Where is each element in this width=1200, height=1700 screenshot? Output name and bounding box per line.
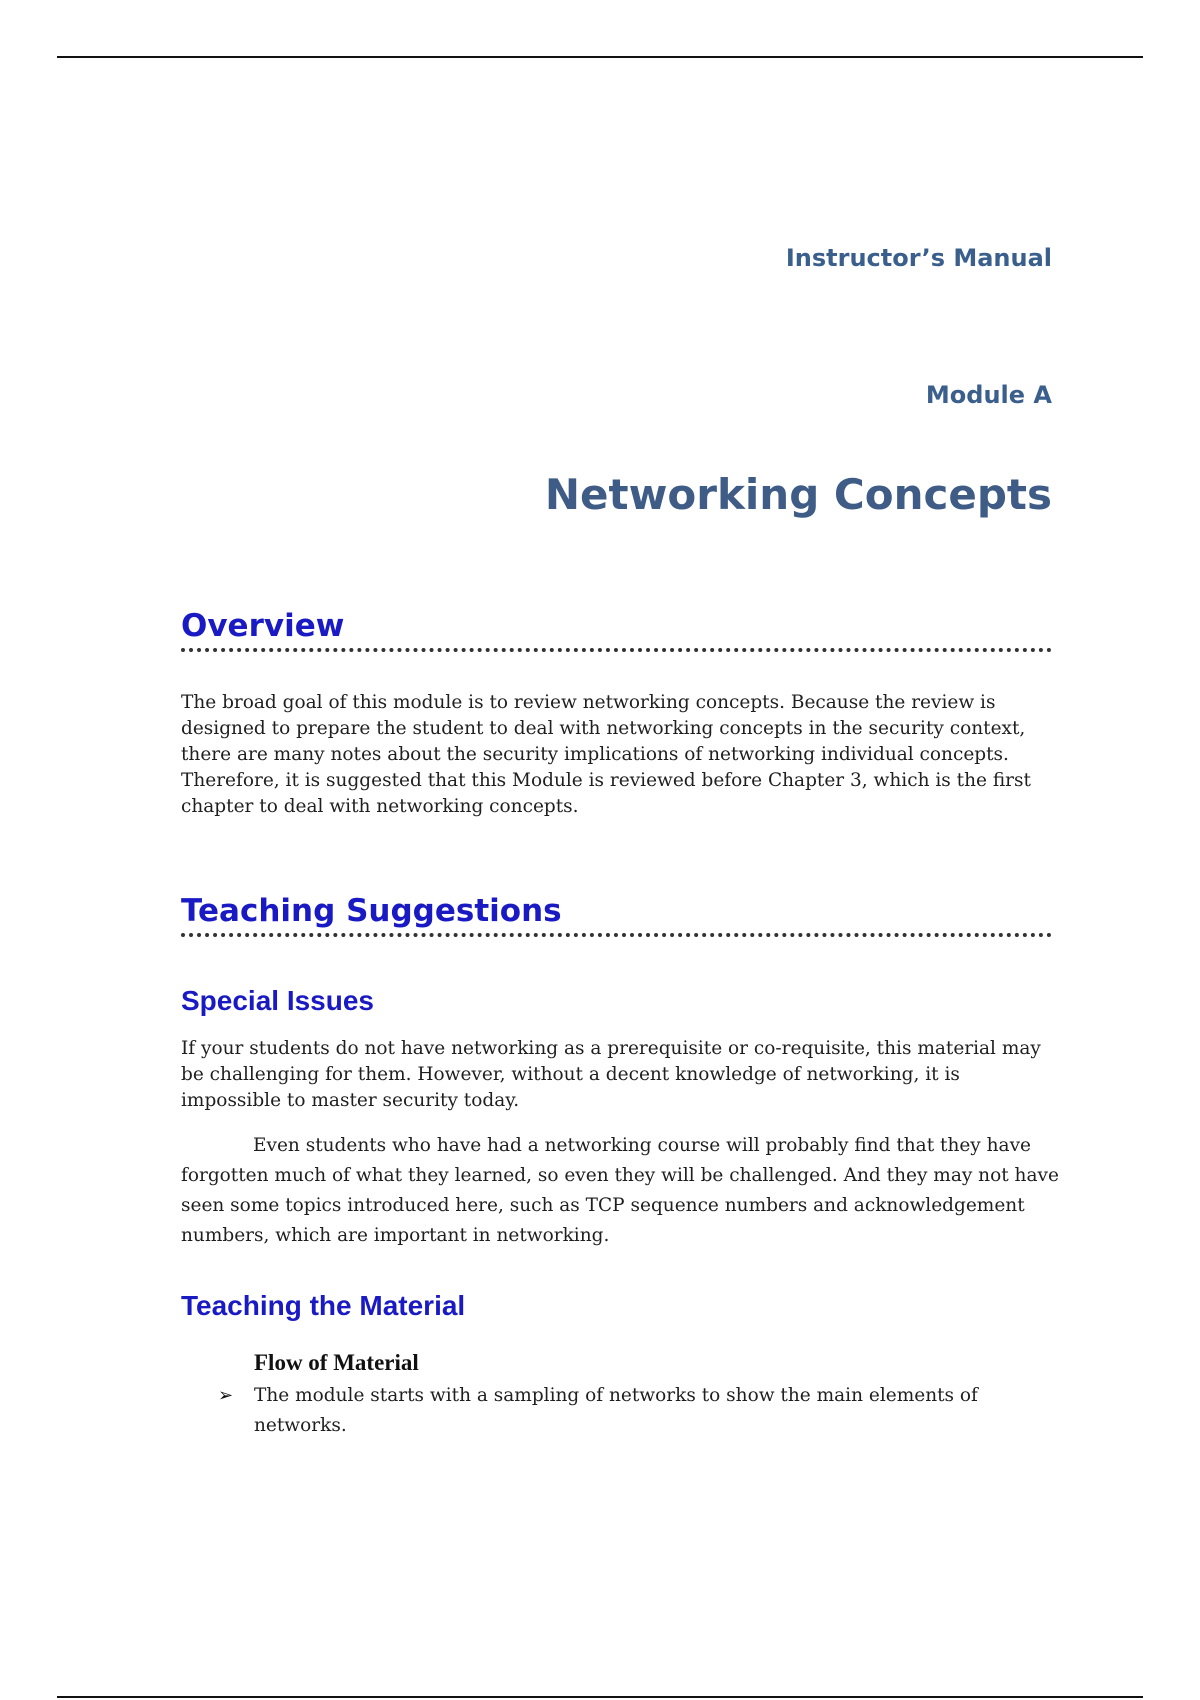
- bottom-rule: [57, 1696, 1143, 1698]
- special-issues-para-2: [181, 1131, 1061, 1251]
- flow-of-material-heading: Flow of Material: [254, 1350, 419, 1375]
- overview-body: The broad goal of this module is to review networking concepts. Because the review is designed to prepare the student to deal with networking concepts in the security context, there are many notes about the security implications of networking individual concepts. Therefore, it is suggested that this Module is reviewed before Chapter 3, which is the first chapter to deal with networking concepts.: [181, 692, 1031, 817]
- arrowhead-bullet-icon: ➢: [218, 1385, 234, 1406]
- top-rule: [57, 56, 1143, 58]
- manual-label: Instructor’s Manual: [785, 244, 1052, 272]
- list-item: [218, 1381, 1018, 1441]
- bullet-text: The module starts with a sampling of networks to show the main elements of networks.: [254, 1385, 978, 1436]
- overview-heading: Overview: [181, 608, 1052, 652]
- teaching-suggestions-heading: Teaching Suggestions: [181, 893, 1052, 937]
- module-label: Module A: [925, 381, 1052, 409]
- teaching-material-heading: Teaching the Material: [181, 1290, 466, 1321]
- page-title: Networking Concepts: [544, 470, 1052, 519]
- special-issues-heading: Special Issues: [181, 985, 375, 1016]
- special-issues-para-2-text: Even students who have had a networking course will probably find that they have forgotten much of what they learned, so even they will be challenged. And they may not have seen some topics introduced here, such as TCP sequence numbers and acknowledgement numbers, which are important in networking.: [181, 1135, 1059, 1246]
- special-issues-para-1: If your students do not have networking as a prerequisite or co-requisite, this material may be challenging for them. However, without a decent knowledge of networking, it is impossible to master security today.: [181, 1038, 1041, 1111]
